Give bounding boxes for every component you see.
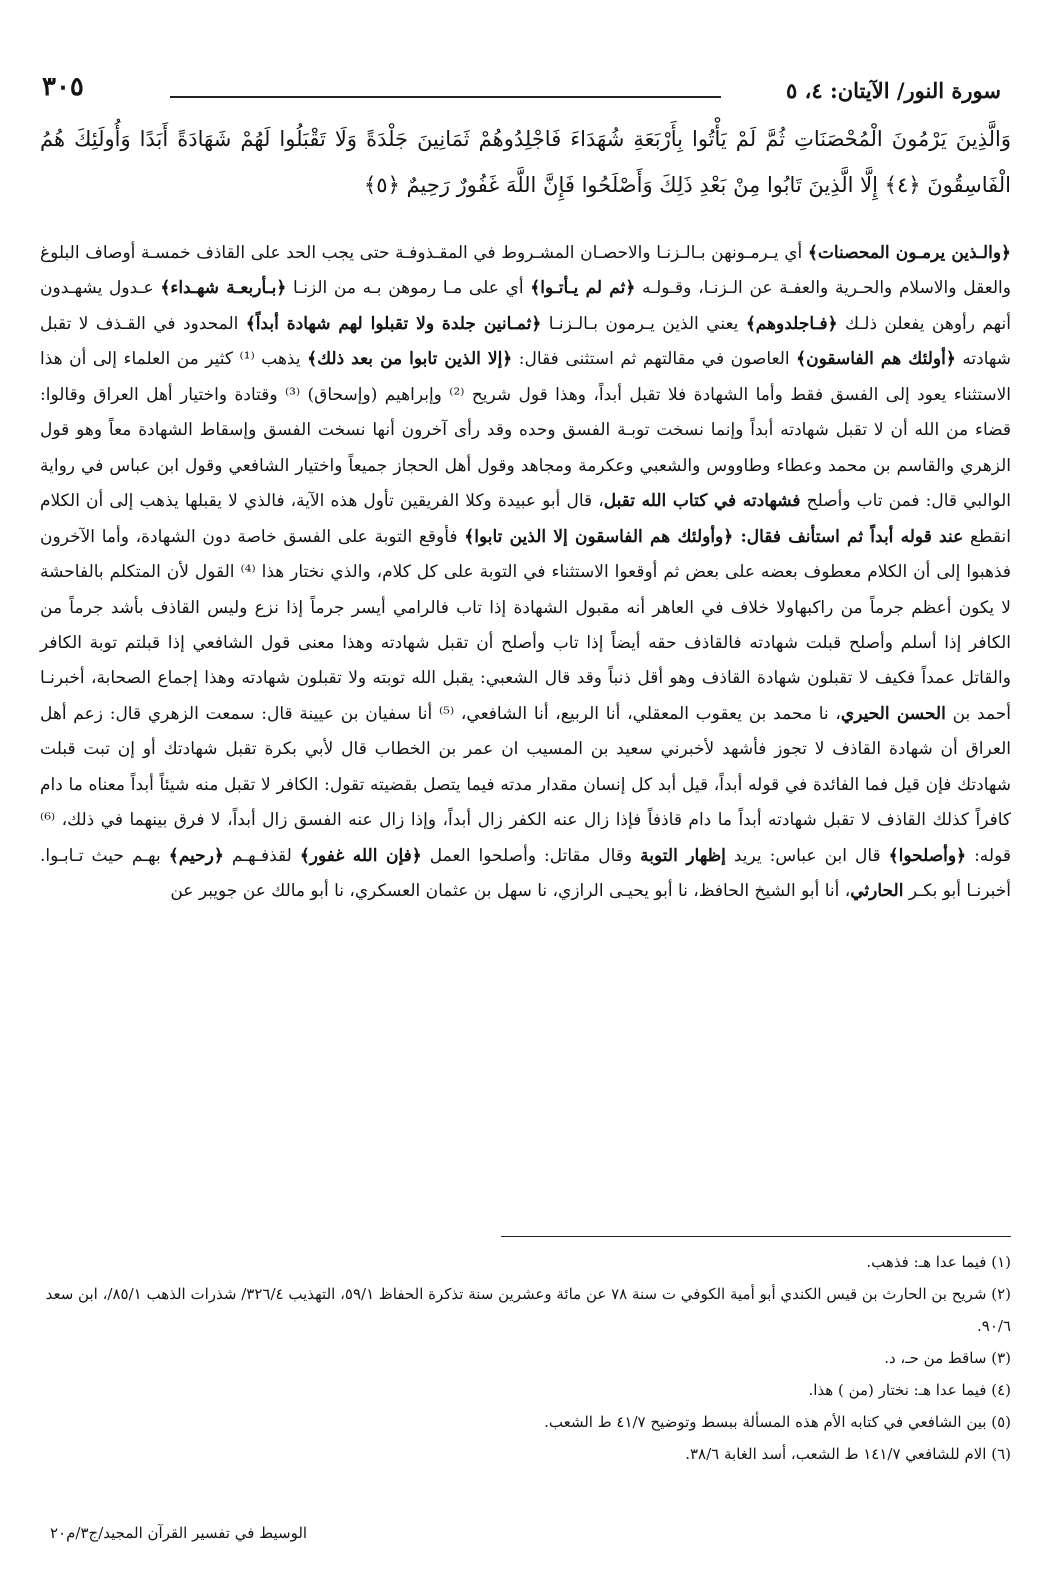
text: أي يـرمـونهن بـالـزنـا والاحصـان المشـروط في المقـذوفـة حتى يجب الحد على القاذف خمسـة أوصاف البلوغ والعقل والاسلام والحـرية والعفـة عن الـزنـا، وقـولـه bbox=[40, 243, 1011, 299]
commentary-text bbox=[40, 236, 1011, 910]
quote: ﴿بـأربعـة شهـداء﴾ bbox=[160, 278, 287, 299]
footnote-6: (٦) الام للشافعي ١٤١/٧ ط الشعب، أسد الغابة ٣٨/٦. bbox=[685, 1445, 1011, 1463]
footnotes bbox=[40, 1246, 1011, 1470]
bold-text: الحارثي bbox=[850, 881, 904, 902]
text: وقال مقاتل: وأصلحوا العمل bbox=[421, 845, 641, 866]
text: أي على مـا رموهن بـه من الزنـا bbox=[286, 278, 531, 299]
text: ، قال أبو عبيدة وكلا الفريقين تأول هذه الآية، فالذي لا يقبلها يذهب إلى أن الكلام انقطع bbox=[40, 491, 1012, 547]
bold-text: الحسن الحيري bbox=[840, 703, 946, 724]
text: فأوقع التوبة على الفسق خاصة دون الشهادة، وأما الآخرون فذهبوا إلى أن الكلام معطوف بعضه على بعض ثم أوقعوا الاستثناء في التوبة على كل كلام، والذي نختار هذا ⁽⁴⁾ القول لأن المتكلم بالفاحشة لا يكون أعظم جرماً من راكبهاولا خلاف في العاهر أنه مقبول الشهادة إذا تاب فالرامي أيسر جرماً إذا نزع وليس القاذف بأشد جرماً من الكافر إذا أسلم وأصلح قبلت شهادته فالقاذف حقه أيضاً إذا تاب وأصلح أن تقبل شهادته وهذا معنى قول الشافعي إذا قبلتم توبة الكافر والقاتل عمداً فكيف لا تقبلون شهادة القاذف وهو أقل ذنباً وقد قال الشعبي: يقبل الله توبته ولا تقبلون شهادته وهذا إجماع الصحابة، أخبرنـا أحمد بن bbox=[40, 526, 1011, 724]
quote: ﴿فإن الله غفور﴾ bbox=[299, 845, 422, 866]
text: لقذفـهـم bbox=[223, 845, 300, 866]
quote: ﴿وأولئك هم الفاسقون إلا الذين تابوا﴾ bbox=[464, 526, 734, 547]
text: عـدول يشهـدون أنهم رأوهن يفعلن ذلـك bbox=[40, 278, 1011, 334]
text: قال ابن عباس: يريد bbox=[725, 845, 889, 866]
footnote-divider bbox=[501, 1236, 1011, 1237]
text: بهـم حيث تـابـوا. أخبرنـا أبو بكـر bbox=[40, 845, 1011, 902]
book-signature: الوسيط في تفسير القرآن المجيد/ج٣/م٢٠ bbox=[50, 1524, 308, 1542]
footnote-5: (٥) بين الشافعي في كتابه الأم هذه المسألة ببسط وتوضيح ٤١/٧ ط الشعب. bbox=[544, 1413, 1011, 1431]
footnote-4: (٤) فيما عدا هـ: نختار (من ) هذا. bbox=[808, 1381, 1011, 1399]
quote: ﴿أولئك هم الفاسقون﴾ bbox=[796, 349, 956, 370]
bold-text: عند قوله أبداً ثم استأنف فقال: bbox=[733, 526, 964, 547]
quote: ﴿ثمـانين جلدة ولا تقبلوا لهم شهادة أبداً﴾ bbox=[245, 313, 542, 334]
text: يذهب ⁽¹⁾ كثير من العلماء إلى أن هذا الاستثناء يعود إلى الفسق فقط وأما الشهادة فلا تقبل أبداً، وهذا قول شريح ⁽²⁾ وإبراهيم (وإسحاق) ⁽³⁾ وقتادة واختيار أهل العراق وقالوا: قضاء من الله أن لا تقبل شهادته أبداً وإنما نسخت توبـة الفسق وحده وقد رأى آخرون أنها نسخت الفسق وإسقاط الشهادة معاً وهو قول الزهري والقاسم بن محمد وعطاء وطاووس والشعبي وعكرمة ومجاهد وقول أهل الحجاز جميعاً واختيار الشافعي وقول ابن عباس في رواية الوالبي قال: فمن تاب وأصلح bbox=[40, 349, 1011, 512]
quote: ﴿وأصلحوا﴾ bbox=[888, 845, 967, 866]
page-header bbox=[40, 72, 1011, 112]
quote: ﴿رحيم﴾ bbox=[168, 845, 224, 866]
bold-text: فشهادته في كتاب الله تقبل bbox=[603, 491, 801, 512]
header-rule bbox=[170, 96, 721, 98]
text: المحدود في القـذف لا تقبل شهادته bbox=[40, 313, 1011, 370]
quran-verse: وَالَّذِينَ يَرْمُونَ الْمُحْصَنَاتِ ثُمَّ لَمْ يَأْتُوا بِأَرْبَعَةِ شُهَدَاءَ فَاجْلِدُوهُمْ ثَمَانِينَ جَلْدَةً وَلَا تَقْبَلُوا لَهُمْ شَهَادَةً أَبَدًا وَأُولَئِكَ هُمُ الْفَاسِقُونَ ﴿٤﴾ إِلَّا الَّذِينَ تَابُوا مِنْ بَعْدِ ذَلِكَ وَأَصْلَحُوا فَإِنَّ اللَّهَ غَفُورٌ رَحِيمٌ ﴿٥﴾ bbox=[40, 127, 1011, 197]
quote: ﴿والـذين يرمـون المحصنات﴾ bbox=[807, 243, 1012, 263]
footnote-3: (٣) ساقط من حـ، د. bbox=[884, 1349, 1011, 1367]
surah-title: سورة النور/ الآيتان: ٤، ٥ bbox=[786, 78, 1001, 103]
footnote-2: (٢) شريح بن الحارث بن قيس الكندي أبو أمية الكوفي ت سنة ٧٨ عن مائة وعشرين سنة تذكرة الحفاظ ٥٩/١، التهذيب ٣٢٦/٤/ شذرات الذهب ٨٥/١/، ابن سعد ٩٠/٦. bbox=[45, 1285, 1011, 1335]
page-number: ٣٠٥ bbox=[42, 72, 84, 102]
quote: ﴿فـاجلدوهم﴾ bbox=[745, 313, 838, 334]
text: ، أنا أبو الشيخ الحافظ، نا أبو يحيـى الرازي، نا سهل بن عثمان العسكري، نا أبو مالك عن جويبر عن bbox=[170, 881, 851, 902]
footnote-1: (١) فيما عدا هـ: فذهب. bbox=[866, 1253, 1011, 1271]
text: يعني الذين يـرمون بـالـزنـا bbox=[541, 313, 746, 334]
quote: ﴿إلا الذين تابوا من بعد ذلك﴾ bbox=[307, 349, 513, 370]
quote: ﴿ثم لم يـأتـوا﴾ bbox=[530, 278, 636, 299]
text: ، نا محمد بن يعقوب المعقلي، أنا الربيع، أنا الشافعي، ⁽⁵⁾ أنا سفيان بن عيينة قال: سمعت الزهري قال: زعم أهل العراق أن شهادة القاذف لا تجوز فأشهد لأخبرني سعيد بن المسيب ان عمر بن الخطاب قال لأبي بكرة تقبل شهادتك أو إن تبت قبلت شهادتك فإن قيل فما الفائدة في قوله أبداً، قيل أبد كل إنسان مقدار مدته فيما يتصل بقضيته تقول: الكافر لا تقبل منه شيئاً أبداً معناه ما دام كافراً كذلك القاذف لا تقبل شهادته أبداً ما دام قاذفاً فإذا زال عنه الكفر زال أبداً، وإذا زال عنه الفسق زال أبداً، لا فرق بينهما في ذلك، ⁽⁶⁾ قوله: bbox=[40, 703, 1012, 866]
bold-text: إظهار التوبة bbox=[640, 845, 726, 866]
text: العاصون في مقالتهم ثم استثنى فقال: bbox=[512, 349, 797, 370]
